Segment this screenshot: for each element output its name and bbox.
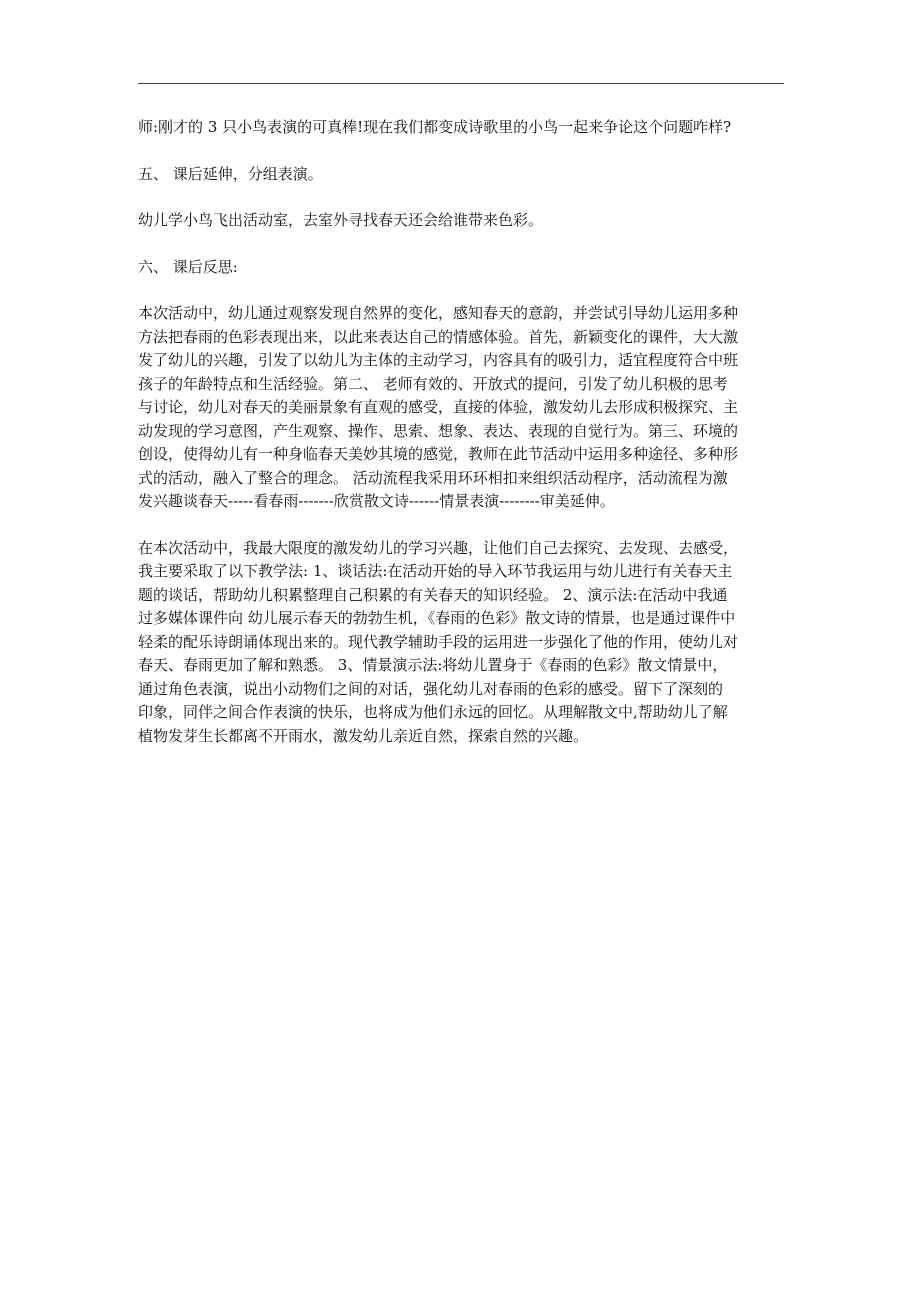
section-six-heading bbox=[138, 256, 788, 280]
text-line: 五、 课后延伸，分组表演。 bbox=[138, 164, 323, 183]
text-line: 孩子的年龄特点和生活经验。第二、 老师有效的、开放式的提问，引发了幼儿积极的思考 bbox=[138, 374, 728, 393]
text-line: 在本次活动中，我最大限度的激发幼儿的学习兴趣，让他们自己去探究、去发现、去感受， bbox=[138, 538, 739, 557]
text-line: 方法把春雨的色彩表现出来，以此来表达自己的情感体验。首先，新颖变化的课件，大大激 bbox=[138, 327, 739, 346]
text-line: 本次活动中，幼儿通过观察发现自然界的变化，感知春天的意韵，并尝试引导幼儿运用多种 bbox=[138, 304, 739, 322]
text-line: 我主要采取了以下教学法: 1、谈话法:在活动开始的导入环节我运用与幼儿进行有关春天主 bbox=[138, 562, 733, 580]
teacher-line bbox=[138, 116, 788, 140]
text-line: 通过角色表演，说出小动物们之间的对话，强化幼儿对春雨的色彩的感受。留下了深刻的 bbox=[138, 679, 724, 698]
text-line: 植物发芽生长都离不开雨水，激发幼儿亲近自然，探索自然的兴趣。 bbox=[138, 726, 589, 745]
text-line: 题的谈话，帮助幼儿积累整理自己积累的有关春天的知识经验。 2、演示法:在活动中我通 bbox=[138, 585, 728, 604]
text-line: 发了幼儿的兴趣，引发了以幼儿为主体的主动学习，内容具有的吸引力，适宜程度符合中班 bbox=[138, 351, 739, 369]
text-line: 师:刚才的 3 只小鸟表演的可真棒!现在我们都变成诗歌里的小鸟一起来争论这个问题咋样? bbox=[138, 118, 732, 136]
text-line: 动发现的学习意图，产生观察、操作、思索、想象、表达、表现的自觉行为。第三、环境的 bbox=[138, 421, 739, 440]
header-rule bbox=[138, 83, 784, 84]
section-five-body bbox=[138, 209, 788, 233]
section-five-heading bbox=[138, 163, 788, 187]
reflection-paragraph-1 bbox=[138, 302, 788, 514]
document-body bbox=[138, 116, 788, 771]
text-line: 印象，同伴之间合作表演的快乐，也将成为他们永远的回忆。从理解散文中,帮助幼儿了解 bbox=[138, 703, 728, 721]
text-line: 春天、春雨更加了解和熟悉。 3、情景演示法:将幼儿置身于《春雨的色彩》散文情景中， bbox=[138, 656, 728, 674]
text-line: 发兴趣谈春天-----看春雨-------欣赏散文诗------情景表演--------审美延伸。 bbox=[138, 492, 615, 510]
text-line: 六、 课后反思: bbox=[138, 257, 238, 276]
text-line: 过多媒体课件向 幼儿展示春天的勃勃生机，《春雨的色彩》散文诗的情景，也是通过课件中 bbox=[138, 609, 736, 627]
text-line: 与讨论，幼儿对春天的美丽景象有直观的感受，直接的体验，激发幼儿去形成积极探究、主 bbox=[138, 398, 739, 416]
text-line: 创设，使得幼儿有一种身临春天美妙其境的感觉，教师在此节活动中运用多种途径、多种形 bbox=[138, 445, 739, 463]
text-line: 轻柔的配乐诗朗诵体现出来的。现代教学辅助手段的运用进一步强化了他的作用，使幼儿对 bbox=[138, 632, 739, 651]
text-line: 式的活动，融入了整合的理念。 活动流程我采用环环相扣来组织活动程序，活动流程为激 bbox=[138, 468, 728, 487]
text-line: 幼儿学小鸟飞出活动室，去室外寻找春天还会给谁带来色彩。 bbox=[138, 211, 544, 229]
reflection-paragraph-2 bbox=[138, 537, 788, 749]
